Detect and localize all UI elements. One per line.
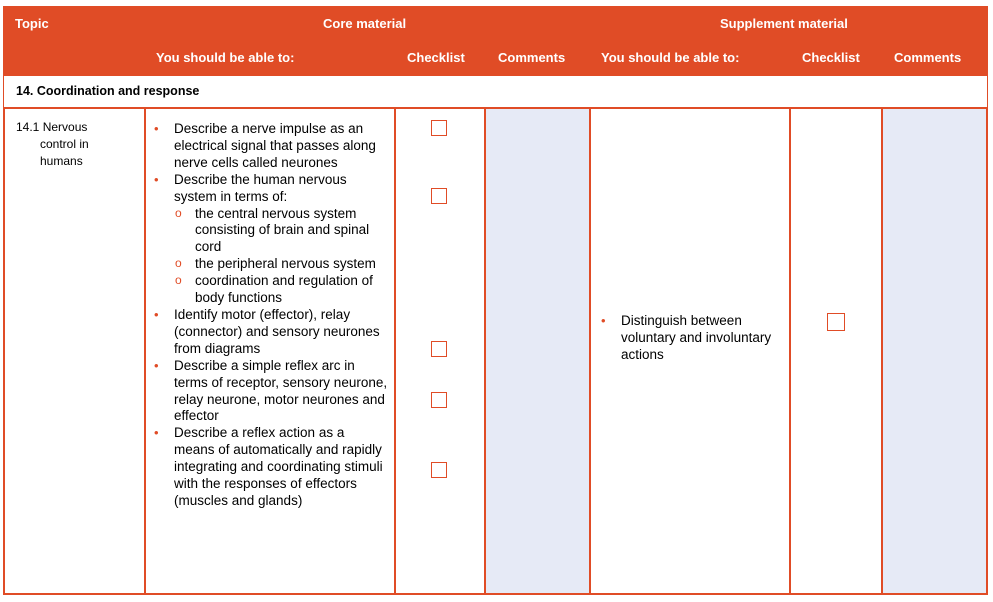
core-checkbox-4[interactable] bbox=[431, 392, 447, 408]
core-checkbox-2[interactable] bbox=[431, 188, 447, 204]
supp-checkbox-1[interactable] bbox=[827, 313, 845, 331]
core-checkbox-1[interactable] bbox=[431, 120, 447, 136]
header-core-comments: Comments bbox=[498, 50, 566, 65]
topic-cell bbox=[3, 109, 146, 595]
core-item-2-text: Describe the human nervous system in terms of: bbox=[174, 171, 347, 204]
core-checkbox-5[interactable] bbox=[431, 462, 447, 478]
section-title: 14. Coordination and response bbox=[16, 84, 200, 98]
supp-comments-cell[interactable] bbox=[883, 109, 988, 595]
core-item-5-text: Describe a reflex action as a means of automatically and rapidly integrating and coordinating stimuli with the responses of effectors (muscles and glands) bbox=[174, 425, 383, 508]
supp-checklist-cell bbox=[791, 109, 883, 595]
core-subitem-3: o coordination and regulation of body functions bbox=[174, 273, 388, 307]
core-comments-cell[interactable] bbox=[486, 109, 591, 595]
core-checkbox-3[interactable] bbox=[431, 341, 447, 357]
header-supp-comments: Comments bbox=[894, 50, 962, 65]
supp-item-1: • Distinguish between voluntary and involuntary actions bbox=[600, 313, 785, 364]
header-topic: Topic bbox=[15, 16, 49, 31]
header-supplement-material: Supplement material bbox=[720, 16, 848, 31]
core-item-2-sublist bbox=[174, 206, 388, 307]
core-item-3 bbox=[153, 307, 388, 358]
core-subitem-1: o the central nervous system consisting of brain and spinal cord bbox=[174, 206, 388, 257]
supp-objectives-list bbox=[600, 313, 785, 364]
table-body bbox=[3, 109, 988, 595]
core-item-4 bbox=[153, 358, 388, 426]
section-row bbox=[3, 76, 988, 109]
core-item-4-text: Describe a simple reflex arc in terms of receptor, sensory neurone, relay neurone, motor neurones and effector bbox=[174, 357, 388, 424]
header-core-you-should: You should be able to: bbox=[156, 50, 295, 65]
core-item-3-text: Identify motor (effector), relay (connector) and sensory neurones from diagrams bbox=[174, 306, 380, 356]
header-core-checklist: Checklist bbox=[407, 50, 465, 65]
header-supp-you-should: You should be able to: bbox=[601, 50, 740, 65]
core-subitem-2: o the peripheral nervous system bbox=[174, 256, 388, 273]
topic-line-3: humans bbox=[40, 154, 83, 168]
table-header bbox=[3, 6, 988, 76]
header-supp-checklist: Checklist bbox=[802, 50, 860, 65]
core-item-2 bbox=[153, 172, 388, 307]
header-core-material: Core material bbox=[323, 16, 407, 31]
topic-line-2: control in bbox=[40, 137, 89, 151]
core-item-1-text: Describe a nerve impulse as an electrical signal that passes along nerve cells called neurones bbox=[174, 121, 376, 170]
core-objectives-list bbox=[153, 121, 388, 510]
core-item-1 bbox=[153, 121, 388, 172]
topic-line-1: 14.1 Nervous bbox=[16, 120, 88, 134]
core-item-5 bbox=[153, 425, 388, 510]
